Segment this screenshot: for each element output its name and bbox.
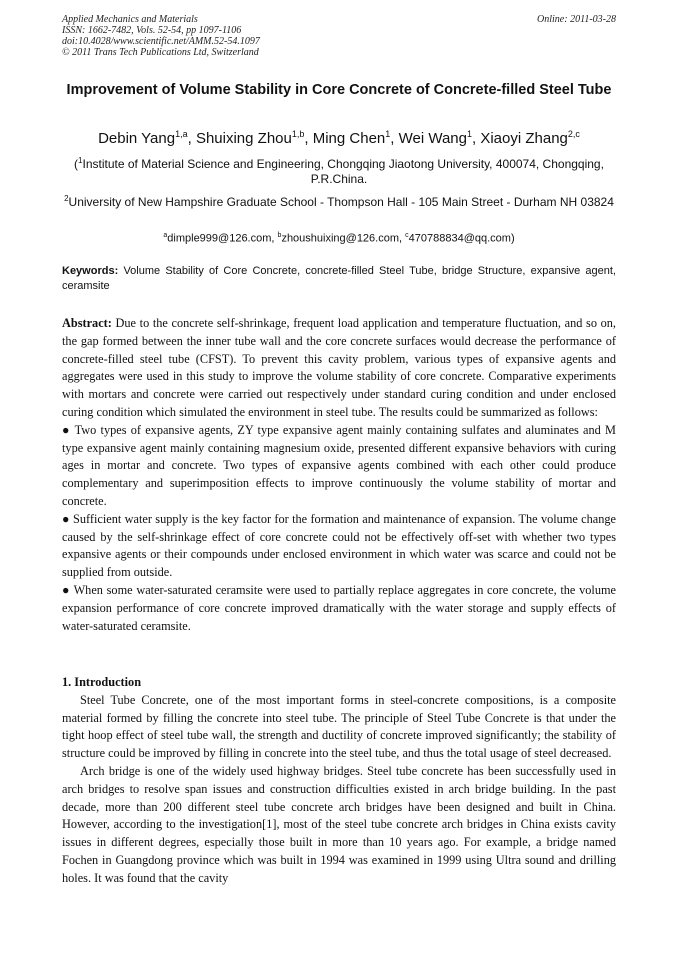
keywords-text: Volume Stability of Core Concrete, concrete-filled Steel Tube, bridge Structure, expansive agent, ceramsite [62, 265, 616, 292]
body-paragraph: Arch bridge is one of the widely used highway bridges. Steel tube concrete has been successfully used in arch bridges to resolve span issues and construction difficulties existed in arch bridge building. In the past decade, more than 200 different steel tube concrete arch bridges have been designed and built in China. However, according to the investigation[1], most of the steel tube concrete arch bridges in China exists cavity issues in different degrees, especially those built in more than 10 years ago. For example, a bridge named Fochen in Guangdong province which was built in 1994 was examined in 1999 using Ultra sound and drilling holes. It was found that the cavity [62, 763, 616, 885]
author-affiliation-mark: 1,a [175, 129, 188, 139]
email-link-a[interactable]: dimple999@126.com [167, 232, 272, 245]
affiliation-2: $^2$University of New Hampshire Graduate School - Thompson Hall - 105 Main Street - Durham NH 03824 [64, 194, 614, 209]
author-affiliation-mark: 1 [466, 129, 472, 139]
introduction-section [62, 674, 616, 888]
author-name: Debin Yang [98, 130, 176, 147]
abstract-bullet: ● When some water-saturated ceramsite were used to partially replace aggregates in core concrete, the volume expansion performance of core concrete improved dramatically with the water storage and supply effects of water-saturated ceramsite. [62, 582, 616, 633]
author-name: Shuixing Zhou [195, 130, 292, 147]
author-name: Wei Wang [398, 130, 467, 147]
author-emails: $^a$dimple999@126.com, $^b$zhoushuixing@126.com, $^c$470788834@qq.com) [163, 232, 515, 245]
author-name: Ming Chen [312, 130, 386, 147]
section-heading: 1. Introduction [62, 675, 142, 689]
abstract-section [62, 315, 616, 635]
affiliation-1: ($^1$Institute of Material Science and Engineering, Chongqing Jiaotong University, 400074, Chongqing, P.R.China. [74, 156, 604, 186]
author-affiliation-mark: 2,c [567, 129, 580, 139]
issn-line: ISSN: 1662-7482, Vols. 52-54, pp 1097-1106 [62, 25, 242, 36]
author-affiliation-mark: 1 [385, 129, 391, 139]
abstract-paragraph: Abstract: Due to the concrete self-shrinkage, frequent load application and temperature fluctuation, and so on, the gap formed between the inner tube wall and the core concrete surfaces would decrease the performance of concrete-filled steel tube (CFST). To prevent this cavity problem, various types of expansive agents and aggregates were used in this study to improve the volume stability of core concrete. Comparative experiments with mortars and concrete were carried out respectively under standard curing condition and under enclosed curing condition which simulated the environment in steel tube. The results could be summarized as follows: [62, 316, 617, 419]
abstract-label: Abstract: [62, 316, 112, 330]
keywords-label: Keywords: [62, 265, 119, 277]
copyright-line: © 2011 Trans Tech Publications Ltd, Switzerland [62, 47, 259, 58]
doi-line[interactable]: doi:10.4028/www.scientific.net/AMM.52-54.1097 [62, 36, 260, 47]
body-paragraph: Steel Tube Concrete, one of the most important forms in steel-concrete compositions, is a composite material formed by filling the concrete into steel tube. The principle of Steel Tube Concrete is that under the tight hoop effect of steel tube wall, the strength and ductility of concrete improved significantly; the stability of structure could be improved by filling in concrete into the steel tube, and thus the total usage of steel decreased. [62, 692, 616, 761]
author-list: Debin Yang$^{1,a}$, Shuixing Zhou$^{1,b}$, Ming Chen$^1$, Wei Wang$^1$, Xiaoyi Zhang$^{2,c}$ [98, 129, 580, 147]
author-affiliation-mark: 1,b [291, 129, 305, 139]
author-name: Xiaoyi Zhang [480, 130, 568, 147]
email-link-c[interactable]: 470788834@qq.com [408, 232, 511, 245]
paper-title: Improvement of Volume Stability in Core Concrete of Concrete-filled Steel Tube [66, 82, 612, 98]
keywords-section [62, 264, 616, 294]
email-link-b[interactable]: zhoushuixing@126.com [281, 232, 400, 245]
journal-header [62, 14, 616, 58]
abstract-bullet: ● Sufficient water supply is the key factor for the formation and maintenance of expansion. The volume change caused by the self-shrinkage effect of core concrete could not be effectively off-set with whether two types expansive agents or their compounds under enclosed environment in which water was scarce and could not be supplied from outside. [62, 511, 616, 580]
journal-name: Applied Mechanics and Materials [62, 14, 198, 25]
online-date: Online: 2011-03-28 [537, 14, 616, 25]
abstract-bullet: ● Two types of expansive agents, ZY type expansive agent mainly containing sulfates and aluminates and M type expansive agent mainly containing magnesium oxide, presented different expansive behaviors with curing ages in mortar and concrete. Two types of expansive agents combined with each other could produce complementary and superimposition effects to improve continuously the volume stability of mortar and concrete. [62, 422, 616, 508]
